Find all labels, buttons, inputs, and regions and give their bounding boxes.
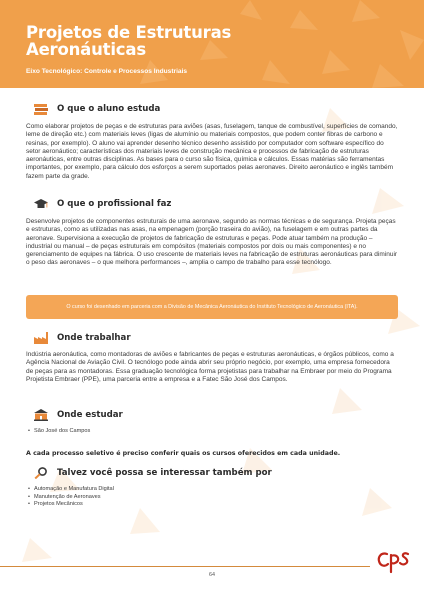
books-icon	[34, 103, 48, 115]
section-trabalhar-text: Indústria aeronáutica, como montadoras de aviões e fabricantes de peças e estruturas aeronáuticas, e órgãos públicos, como a Agência Nacional de Aviação Civil. O tecnólogo pode ainda abrir seu próprio negócio, por exemplo, uma empresa fornecedora de peças para as montadoras. Essa graduação tecnológica forma projetistas para trabalhar na Embraer por meio do Programa Projetista Embraer (PPE), uma parceria entre a empresa e a Fatec São José dos Campos.	[26, 351, 394, 383]
list-item: • São José dos Campos	[34, 428, 90, 436]
section-trabalhar-header	[34, 332, 131, 344]
section-aluno-title: O que o aluno estuda	[57, 104, 161, 114]
page-header	[0, 0, 424, 88]
footer-divider	[0, 566, 370, 567]
list-item: • Projetos Mecânicos	[34, 501, 114, 509]
graduation-cap-icon	[34, 198, 48, 210]
section-trabalhar-title: Onde trabalhar	[57, 333, 131, 343]
estudar-list	[34, 428, 90, 436]
section-interesse-title: Talvez você possa se interessar também por	[57, 468, 272, 478]
partnership-note-text: O curso foi desenhado em parceria com a Divisão de Mecânica Aeronáutica do Instituto Tecnológico de Aeronáutica (ITA).	[66, 304, 358, 310]
page-number: 64	[209, 572, 215, 578]
section-aluno-text: Como elaborar projetos de peças e de estruturas para aviões (asas, fuselagem, tanque de combustível, superfícies de comando, leme de direção etc.) com materiais leves (ligas de alumínio ou materiais compostos, que podem conter fibras de carbono e resinas, por exemplo). O aluno vai aprender desenho técnico desenho assistido por computador com software específico do setor aeronáutico; características dos materiais leves de construção mecânica e processos de fabricação de estruturas aeronáuticas, entre outras disciplinas. As bases para o curso são física, química e cálculos. Essas matérias são ferramentas importantes, por exemplo, para cálculo dos esforços a serem suportados pelas aeronaves. Direito aeronáutico e inglês também fazem parte da grade.	[26, 123, 398, 180]
section-profissional-text: Desenvolve projetos de componentes estruturais de uma aeronave, segundo as normas técnicas e de segurança. Projeta peças e estruturas, como as utilizadas nas asas, na empenagem (porção traseira do avião), na fuselagem e em outras partes da aeronave. Supervisiona a execução de projetos de fabricação de estruturas e peças. Pode atuar também na produção – industrial ou manual – de peças estruturais em compósitos (materiais compostos por dois ou mais componentes) e no gerenciamento de equipes na fábrica. O uso crescente de materiais leves na fabricação de estruturas aeronáuticas para diminuir o peso das aeronaves – o que melhora performances –, amplia o campo de trabalho para esse tecnólogo.	[26, 218, 398, 267]
section-estudar-title: Onde estudar	[57, 410, 123, 420]
section-profissional-title: O que o profissional faz	[57, 199, 172, 209]
list-item: • Automação e Manufatura Digital	[34, 486, 114, 494]
processo-note: A cada processo seletivo é preciso conferir quais os cursos oferecidos em cada unidade.	[26, 450, 341, 457]
page-title: Projetos de Estruturas Aeronáuticas	[26, 23, 232, 59]
magnifier-icon	[34, 467, 48, 479]
section-estudar-header	[34, 409, 123, 421]
page-subtitle: Eixo Tecnológico: Controle e Processos Industriais	[26, 68, 188, 75]
section-aluno-header	[34, 103, 160, 115]
list-item: • Manutenção de Aeronaves	[34, 494, 114, 502]
partnership-note	[26, 295, 398, 319]
interesse-list	[34, 486, 114, 509]
section-profissional-header	[34, 198, 171, 210]
section-interesse-header	[34, 467, 272, 479]
cps-logo	[376, 548, 412, 574]
factory-icon	[34, 332, 48, 344]
school-building-icon	[34, 409, 48, 421]
